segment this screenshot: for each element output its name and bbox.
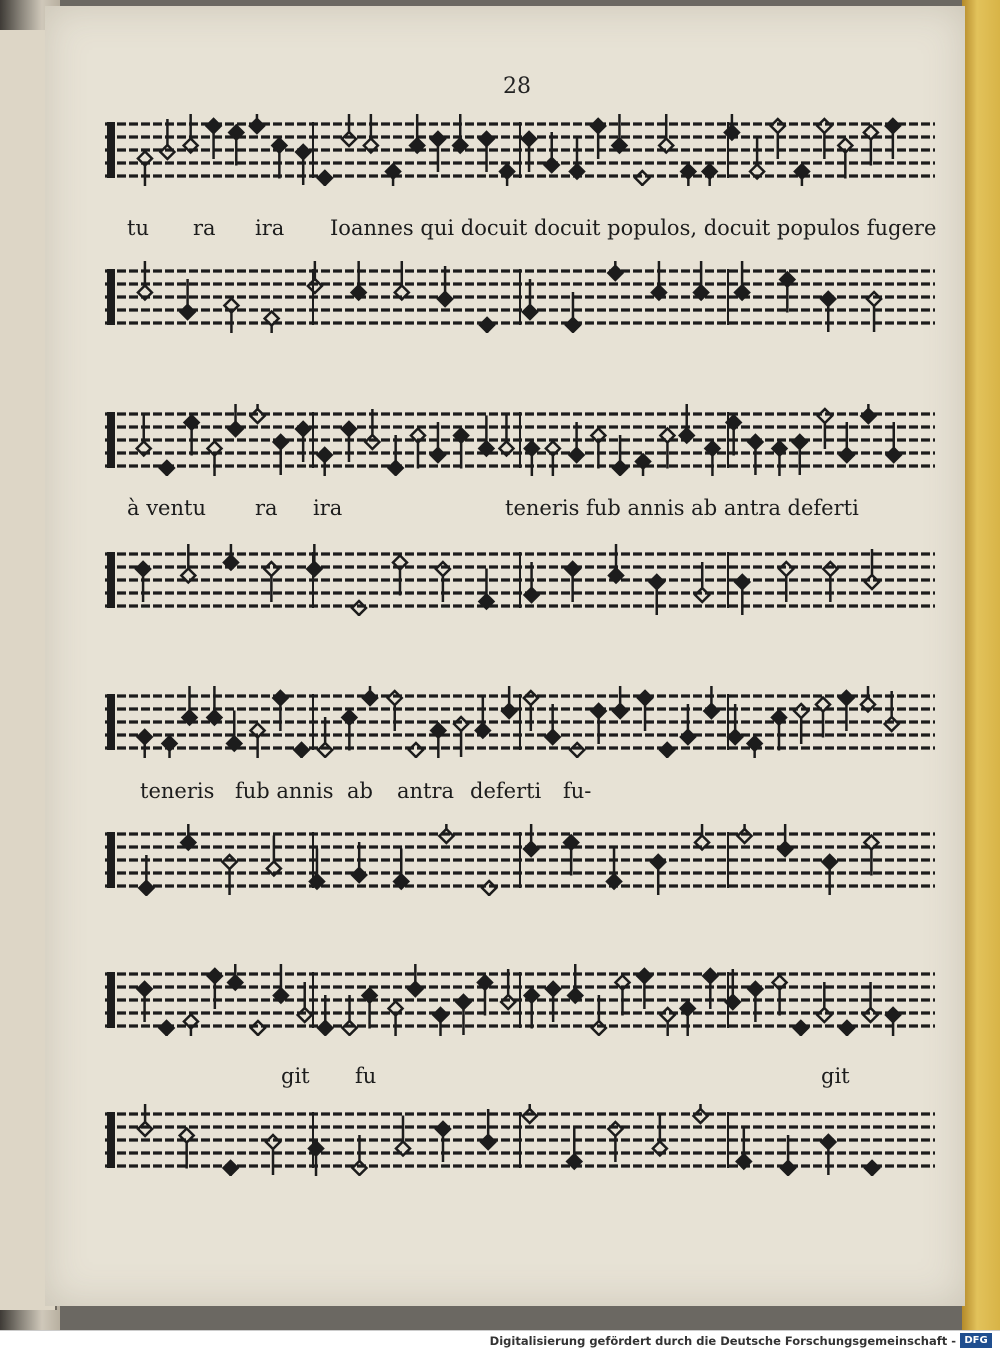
note <box>564 836 578 876</box>
note <box>773 976 787 1016</box>
staff-8 <box>105 1104 935 1176</box>
note <box>138 152 152 187</box>
note <box>638 691 652 731</box>
note <box>652 261 666 300</box>
note <box>703 165 717 187</box>
note <box>735 575 749 615</box>
note <box>136 562 150 602</box>
note <box>228 964 242 990</box>
note <box>224 1161 238 1176</box>
note <box>207 686 221 725</box>
note <box>650 575 664 615</box>
staff-6 <box>105 824 935 896</box>
note <box>394 849 408 889</box>
note <box>748 737 762 759</box>
lyric-syllable: fu <box>355 1064 377 1088</box>
note <box>456 995 470 1035</box>
note <box>680 404 694 443</box>
note <box>695 824 709 850</box>
note <box>651 855 665 895</box>
note <box>389 1002 403 1037</box>
note <box>138 982 152 1022</box>
lyric-syllable: git <box>281 1064 310 1088</box>
note <box>267 836 281 876</box>
note <box>750 139 764 179</box>
note <box>591 119 605 159</box>
note <box>567 1129 581 1169</box>
note <box>613 686 627 718</box>
note <box>502 686 516 718</box>
note <box>160 1021 174 1036</box>
note <box>637 969 651 1009</box>
note <box>681 1002 695 1037</box>
note <box>499 416 513 456</box>
note <box>546 982 560 1022</box>
note <box>661 1008 675 1036</box>
note <box>250 114 264 133</box>
note <box>318 717 332 757</box>
note <box>681 165 695 187</box>
note <box>137 416 151 456</box>
note <box>778 824 792 856</box>
lyric-syllable: à ventu <box>127 496 206 520</box>
note <box>410 114 424 153</box>
note <box>227 711 241 751</box>
note <box>207 119 221 159</box>
lyric-syllable: teneris <box>140 779 215 803</box>
lyric-syllable: ira <box>313 496 343 520</box>
note <box>737 1129 751 1169</box>
note <box>864 836 878 876</box>
note <box>886 119 900 159</box>
note <box>342 114 356 146</box>
note <box>818 409 832 449</box>
note <box>181 824 195 850</box>
clef-mark <box>107 694 115 750</box>
lyric-line-4 <box>105 1064 935 1094</box>
staff-5 <box>105 686 935 758</box>
note <box>607 849 621 889</box>
note <box>480 318 494 333</box>
note <box>546 442 560 477</box>
note <box>479 416 493 456</box>
note <box>612 114 626 153</box>
note <box>865 1161 879 1176</box>
note <box>660 743 674 758</box>
note <box>296 422 310 462</box>
note <box>273 691 287 731</box>
note <box>208 969 222 1009</box>
note <box>748 435 762 475</box>
note <box>821 292 835 332</box>
lyric-syllable: deferti <box>470 779 542 803</box>
note <box>703 969 717 1009</box>
note <box>861 404 875 423</box>
note <box>431 132 445 172</box>
note <box>364 114 378 153</box>
note <box>615 976 629 1016</box>
staff-notation <box>105 544 935 616</box>
page-number: 28 <box>503 74 531 99</box>
note <box>479 569 493 609</box>
note <box>476 698 490 738</box>
note <box>318 448 332 476</box>
note <box>635 171 649 186</box>
note <box>352 601 366 616</box>
note <box>395 261 409 300</box>
clef-mark <box>107 832 115 888</box>
lyric-syllable: git <box>821 1064 850 1088</box>
lyric-syllable: fu- <box>563 779 592 803</box>
note <box>636 455 650 477</box>
note <box>748 982 762 1022</box>
clef-mark <box>107 269 115 325</box>
note <box>309 1142 323 1177</box>
note <box>705 442 719 477</box>
dfg-logo: DFG <box>960 1333 992 1348</box>
note <box>409 743 423 758</box>
footer-bar <box>0 1330 1000 1352</box>
lyric-syllable: fub annis <box>235 779 334 803</box>
staff-notation <box>105 404 935 476</box>
book-page <box>45 6 965 1306</box>
note <box>264 562 278 602</box>
note <box>363 989 377 1029</box>
note <box>525 989 539 1029</box>
note <box>823 855 837 895</box>
note <box>608 261 622 280</box>
note <box>386 165 400 187</box>
note <box>478 976 492 1016</box>
note <box>864 126 878 166</box>
note <box>500 165 514 187</box>
note <box>224 299 238 334</box>
note <box>524 824 538 856</box>
note <box>411 429 425 469</box>
note <box>272 139 286 179</box>
note <box>570 743 584 758</box>
note <box>794 1021 808 1036</box>
lyric-syllable: ira <box>255 216 285 240</box>
staff-notation <box>105 114 935 186</box>
note <box>138 261 152 300</box>
lyric-syllable: ra <box>255 496 278 520</box>
staff-notation <box>105 824 935 896</box>
lyric-syllable: ra <box>193 216 216 240</box>
note <box>229 404 243 436</box>
note <box>793 435 807 475</box>
note <box>318 995 332 1035</box>
note <box>480 132 494 172</box>
note <box>570 139 584 179</box>
yellow-binding-edge <box>962 0 1000 1330</box>
note <box>522 132 536 172</box>
note <box>163 737 177 759</box>
note <box>772 442 786 477</box>
note <box>772 711 786 751</box>
note <box>816 698 830 738</box>
note <box>208 442 222 477</box>
note <box>181 544 195 583</box>
note <box>396 1116 410 1156</box>
note <box>343 995 357 1035</box>
clef-mark <box>107 552 115 608</box>
clef-mark <box>107 972 115 1028</box>
lyric-line-3 <box>105 779 935 809</box>
note <box>342 422 356 462</box>
note <box>265 312 279 334</box>
note <box>694 261 708 300</box>
staff-2 <box>105 261 935 333</box>
note <box>229 126 243 166</box>
clef-mark <box>107 1112 115 1168</box>
note <box>454 429 468 469</box>
note <box>660 429 674 469</box>
note <box>185 416 199 456</box>
note <box>408 964 422 996</box>
note <box>138 1104 152 1136</box>
note <box>308 261 322 293</box>
lyric-syllable: ab <box>347 779 373 803</box>
staff-notation <box>105 964 935 1036</box>
note <box>363 686 377 705</box>
note <box>839 691 853 731</box>
clef-mark <box>107 412 115 468</box>
clef-mark <box>107 122 115 178</box>
note <box>295 743 309 758</box>
note <box>821 1135 835 1175</box>
note <box>342 711 356 751</box>
note <box>393 556 407 596</box>
note <box>453 114 467 153</box>
note <box>183 686 197 725</box>
note <box>180 1129 194 1169</box>
note <box>840 1021 854 1036</box>
note <box>160 461 174 476</box>
note <box>704 686 718 718</box>
note <box>838 139 852 179</box>
note <box>568 964 582 1003</box>
note <box>296 145 310 185</box>
note <box>224 544 238 570</box>
note <box>591 429 605 469</box>
note <box>817 119 831 159</box>
lyric-syllable: tu <box>127 216 149 240</box>
lyric-line-2 <box>105 496 935 526</box>
note <box>307 544 321 576</box>
staff-notation <box>105 686 935 758</box>
staff-notation <box>105 261 935 333</box>
note <box>274 435 288 475</box>
note <box>274 964 288 1003</box>
note <box>566 562 580 602</box>
note <box>653 1116 667 1156</box>
note <box>431 724 445 759</box>
note <box>184 114 198 153</box>
lyric-syllable: antra <box>397 779 455 803</box>
note <box>735 261 749 300</box>
staff-3 <box>105 404 935 476</box>
note <box>436 1122 450 1162</box>
note <box>659 114 673 153</box>
staff-notation <box>105 1104 935 1176</box>
staff-4 <box>105 544 935 616</box>
note <box>352 261 366 300</box>
note <box>780 273 794 313</box>
note <box>795 165 809 187</box>
staff-1 <box>105 114 935 186</box>
note <box>251 1021 265 1036</box>
staff-7 <box>105 964 935 1036</box>
note <box>433 1008 447 1036</box>
note <box>525 442 539 477</box>
note <box>482 881 496 896</box>
note <box>138 730 152 758</box>
note <box>251 724 265 759</box>
lyric-syllable: Ioannes qui docuit docuit populos, docuit populos fugere <box>330 216 937 240</box>
funding-credit: Digitalisierung gefördert durch die Deutsche Forschungsgemeinschaft - <box>489 1334 956 1348</box>
note <box>886 1008 900 1036</box>
lyric-line-1 <box>105 216 935 246</box>
lyric-syllable: teneris fub annis ab antra deferti <box>505 496 859 520</box>
note <box>779 562 793 602</box>
note <box>318 171 332 186</box>
note <box>609 544 623 583</box>
note <box>592 704 606 744</box>
